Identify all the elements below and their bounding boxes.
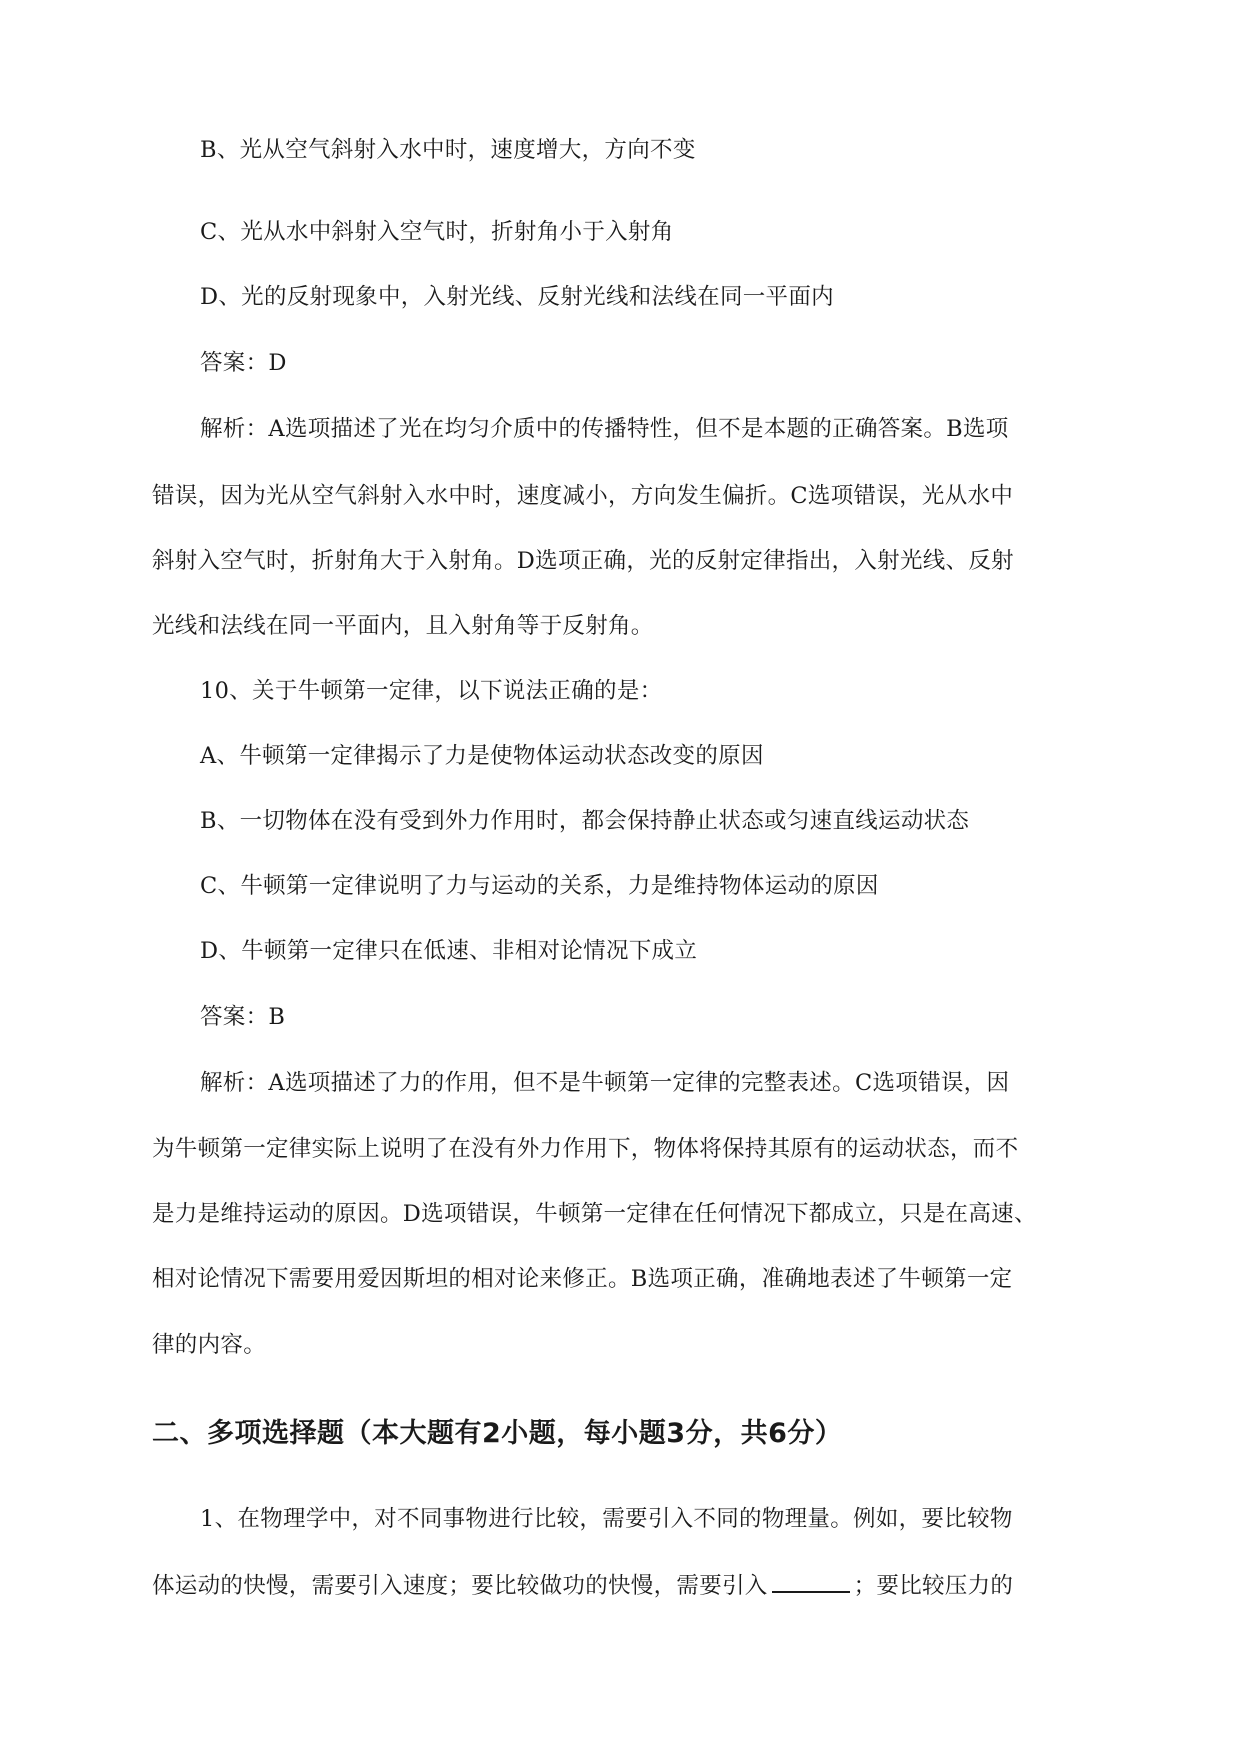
- s2-q1-line-2: [152, 1569, 1013, 1601]
- q9-option-b: B、光从空气斜射入水中时，速度增大，方向不变: [200, 137, 696, 163]
- q10-option-d: D、牛顿第一定律只在低速、非相对论情况下成立: [200, 938, 698, 964]
- q10-analysis-line-5: 律的内容。: [152, 1332, 267, 1358]
- fill-in-blank[interactable]: [772, 1569, 850, 1593]
- s2-q1-line-1: 1、在物理学中，对不同事物进行比较，需要引入不同的物理量。例如，要比较物: [200, 1506, 1013, 1532]
- q10-analysis-line-1: 解析：A选项描述了力的作用，但不是牛顿第一定律的完整表述。C选项错误，因: [200, 1070, 1010, 1096]
- q9-analysis-line-3: 斜射入空气时，折射角大于入射角。D选项正确，光的反射定律指出，入射光线、反射: [152, 548, 1014, 574]
- q10-answer: 答案：B: [200, 1004, 286, 1030]
- q10-stem: 10、关于牛顿第一定律，以下说法正确的是：: [200, 678, 663, 704]
- section-heading: 二、多项选择题（本大题有2小题，每小题3分，共6分）: [152, 1418, 843, 1449]
- q10-option-c: C、牛顿第一定律说明了力与运动的关系，力是维持物体运动的原因: [200, 873, 879, 899]
- q10-option-a: A、牛顿第一定律揭示了力是使物体运动状态改变的原因: [200, 743, 764, 769]
- s2-q1-text-after-blank: ；要比较压力的: [853, 1573, 1014, 1599]
- q9-option-d: D、光的反射现象中，入射光线、反射光线和法线在同一平面内: [200, 284, 834, 310]
- q10-analysis-line-3: 是力是维持运动的原因。D选项错误，牛顿第一定律在任何情况下都成立，只是在高速、: [152, 1201, 1037, 1227]
- q10-analysis-line-4: 相对论情况下需要用爱因斯坦的相对论来修正。B选项正确，准确地表述了牛顿第一定: [152, 1266, 1013, 1292]
- q9-option-c: C、光从水中斜射入空气时，折射角小于入射角: [200, 219, 674, 245]
- q10-option-b: B、一切物体在没有受到外力作用时，都会保持静止状态或匀速直线运动状态: [200, 808, 970, 834]
- q9-analysis-line-4: 光线和法线在同一平面内，且入射角等于反射角。: [152, 613, 654, 639]
- q9-analysis-line-1: 解析：A选项描述了光在均匀介质中的传播特性，但不是本题的正确答案。B选项: [200, 416, 1009, 442]
- q9-answer: 答案：D: [200, 350, 287, 376]
- s2-q1-text-before-blank: 体运动的快慢，需要引入速度；要比较做功的快慢，需要引入: [152, 1573, 768, 1599]
- q10-analysis-line-2: 为牛顿第一定律实际上说明了在没有外力作用下，物体将保持其原有的运动状态，而不: [152, 1136, 1019, 1162]
- q9-analysis-line-2: 错误，因为光从空气斜射入水中时，速度减小，方向发生偏折。C选项错误，光从水中: [152, 483, 1014, 509]
